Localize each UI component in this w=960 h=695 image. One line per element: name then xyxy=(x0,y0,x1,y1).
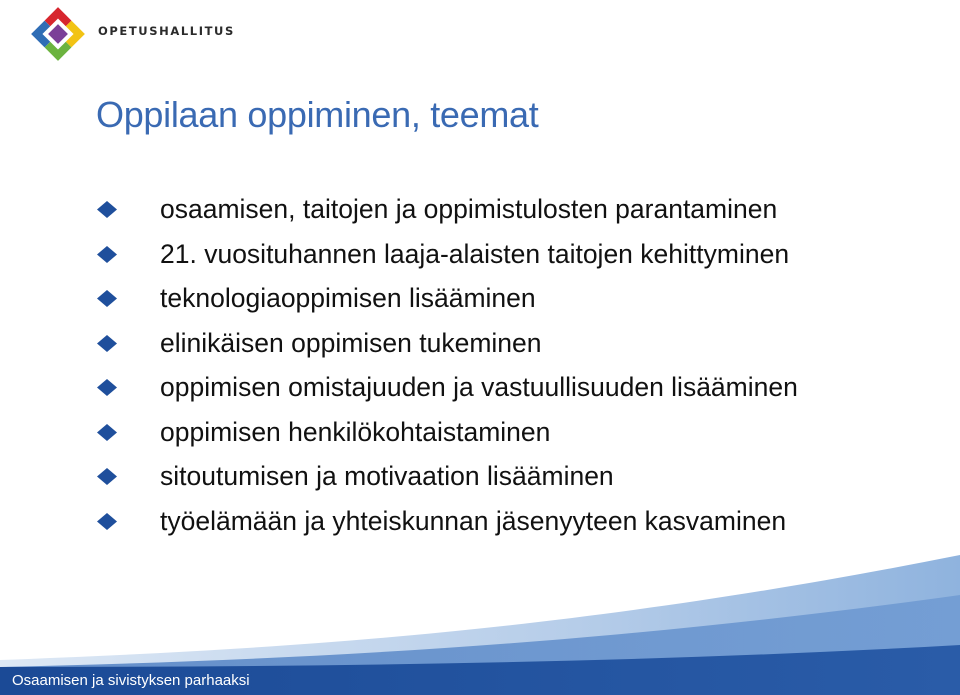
bullet-item xyxy=(96,324,798,369)
opetushallitus-logo xyxy=(30,6,86,62)
bullet-item xyxy=(96,413,798,458)
bullet-text: osaamisen, taitojen ja oppimistulosten parantaminen xyxy=(160,194,778,224)
diamond-bullet-icon xyxy=(97,290,117,307)
bullet-text: elinikäisen oppimisen tukeminen xyxy=(160,327,542,358)
bullet-item xyxy=(96,502,798,547)
diamond-bullet-icon xyxy=(97,379,117,396)
bullet-text: 21. vuosituhannen laaja-alaisten taitojen kehittyminen xyxy=(160,238,790,269)
bullet-item xyxy=(96,457,798,502)
bullet-text: teknologiaoppimisen lisääminen xyxy=(160,283,536,313)
diamond-bullet-icon xyxy=(97,335,117,352)
diamond-bullet-icon xyxy=(97,424,117,441)
diamond-bullet-icon xyxy=(97,468,117,485)
bullet-text: sitoutumisen ja motivaation lisääminen xyxy=(160,461,614,491)
bullet-item xyxy=(96,235,798,280)
diamond-bullet-icon xyxy=(97,246,117,263)
slide-title: Oppilaan oppiminen, teemat xyxy=(96,94,539,135)
bullet-item xyxy=(96,279,798,324)
diamond-bullet-icon xyxy=(97,201,117,218)
diamond-bullet-icon xyxy=(97,513,117,530)
bullet-list xyxy=(96,190,798,546)
footer-tagline: Osaamisen ja sivistyksen parhaaksi xyxy=(12,672,250,689)
bullet-text: oppimisen henkilökohtaistaminen xyxy=(160,416,551,447)
org-name: OPETUSHALLITUS xyxy=(98,24,235,38)
bullet-item xyxy=(96,368,798,413)
bullet-item xyxy=(96,190,798,235)
bullet-text: työelämään ja yhteiskunnan jäsenyyteen kasvaminen xyxy=(160,505,787,536)
bullet-text: oppimisen omistajuuden ja vastuullisuuden lisääminen xyxy=(160,372,798,402)
